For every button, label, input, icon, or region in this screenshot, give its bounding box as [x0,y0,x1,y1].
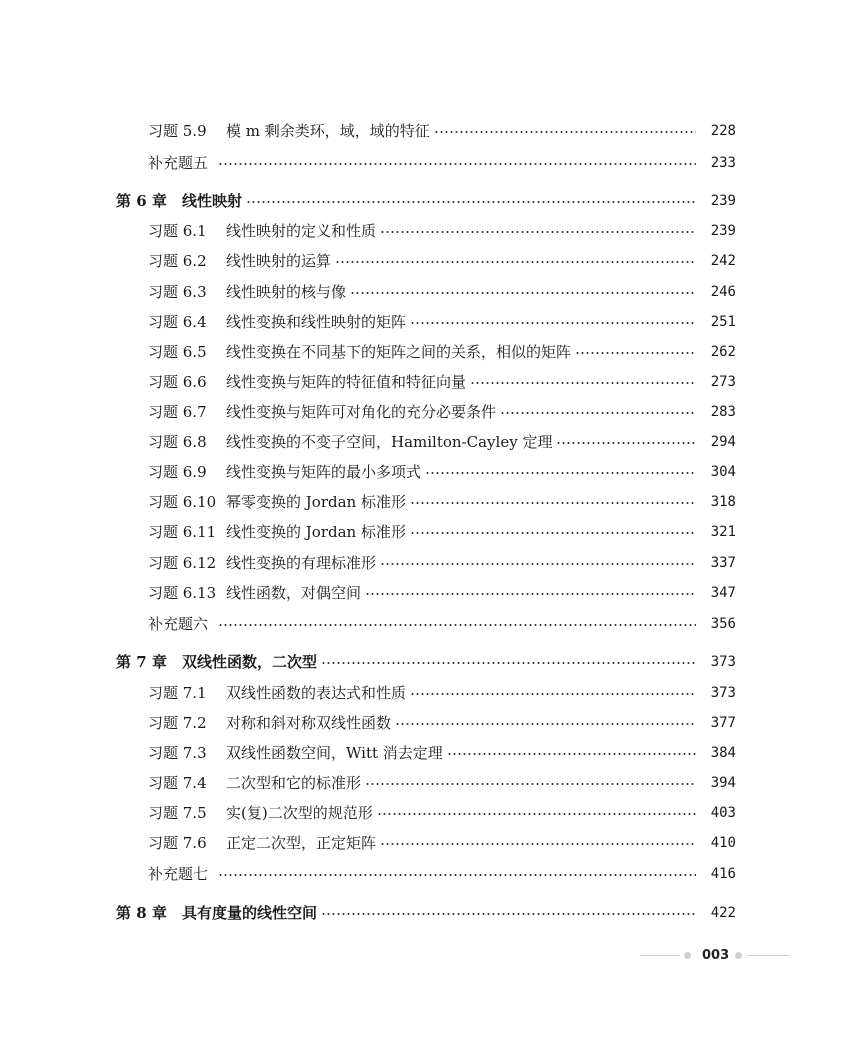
supplement-entry[interactable] [0,862,850,886]
footer-dot-left [684,952,691,959]
entry-page-number: 403 [710,805,736,821]
entry-number: 习题 5.9 [148,122,207,140]
toc-entry[interactable] [0,400,850,424]
entry-title: 正定二次型，正定矩阵 [226,834,377,852]
toc-entry[interactable] [0,280,850,304]
toc-entry[interactable] [0,801,850,825]
entry-title: 双线性函数空间，Witt 消去定理 [226,744,443,762]
supplement-entry[interactable] [0,151,850,175]
entry-number: 习题 6.2 [148,252,207,270]
entry-number: 补充题六 [148,615,209,633]
dot-leader [395,723,696,725]
entry-page-number: 318 [710,494,736,510]
entry-title: 线性变换的 Jordan 标准形 [226,523,406,541]
entry-number: 习题 6.3 [148,283,207,301]
dot-leader [380,231,696,233]
footer-rule-left [640,955,680,956]
dot-leader [380,563,696,565]
entry-number: 习题 7.4 [148,774,207,792]
toc-entry[interactable] [0,771,850,795]
dot-leader [447,753,696,755]
entry-number: 习题 6.11 [148,523,217,541]
entry-title: 二次型和它的标准形 [226,774,362,792]
entry-page-number: 239 [710,223,736,239]
dot-leader [365,783,696,785]
entry-number: 习题 6.8 [148,433,207,451]
dot-leader [410,532,696,534]
entry-page-number: 416 [710,866,736,882]
entry-page-number: 337 [710,555,736,571]
dot-leader [321,662,696,664]
dot-leader [246,201,696,203]
dot-leader [575,352,696,354]
dot-leader [425,472,696,474]
entry-title: 线性变换与矩阵的最小多项式 [226,463,422,481]
toc-entry[interactable] [0,520,850,544]
entry-number: 习题 6.7 [148,403,207,421]
entry-title: 线性变换与矩阵的特征值和特征向量 [226,373,467,391]
entry-title: 模 m 剩余类环，域，域的特征 [226,122,430,140]
entry-number: 习题 6.10 [148,493,217,511]
toc-entry[interactable] [0,249,850,273]
dot-leader [321,913,696,915]
entry-page-number: 273 [710,374,736,390]
entry-page-number: 422 [710,905,736,921]
entry-page-number: 377 [710,715,736,731]
dot-leader [218,874,696,876]
entry-page-number: 294 [710,434,736,450]
entry-number: 习题 7.6 [148,834,207,852]
entry-page-number: 283 [710,404,736,420]
entry-number: 第 6 章 [116,192,167,210]
entry-title: 线性变换在不同基下的矩阵之间的关系，相似的矩阵 [226,343,572,361]
entry-number: 习题 6.9 [148,463,207,481]
toc-entry[interactable] [0,119,850,143]
entry-title: 线性映射 [182,192,243,210]
footer-rule-right [747,955,790,956]
entry-title: 幂零变换的 Jordan 标准形 [226,493,406,511]
entry-page-number: 262 [710,344,736,360]
entry-title: 线性函数，对偶空间 [226,584,362,602]
entry-page-number: 373 [710,654,736,670]
entry-title: 线性映射的定义和性质 [226,222,377,240]
entry-number: 习题 7.5 [148,804,207,822]
toc-entry[interactable] [0,340,850,364]
entry-page-number: 233 [710,155,736,171]
dot-leader [434,131,696,133]
toc-entry[interactable] [0,681,850,705]
toc-entry[interactable] [0,581,850,605]
toc-entry[interactable] [0,460,850,484]
entry-title: 线性变换和线性映射的矩阵 [226,313,407,331]
entry-page-number: 356 [710,616,736,632]
supplement-entry[interactable] [0,612,850,636]
entry-page-number: 228 [710,123,736,139]
dot-leader [410,693,696,695]
entry-title: 具有度量的线性空间 [182,904,318,922]
page-footer [640,946,790,966]
entry-page-number: 242 [710,253,736,269]
dot-leader [410,322,696,324]
entry-page-number: 394 [710,775,736,791]
dot-leader [556,442,696,444]
entry-title: 线性变换的不变子空间，Hamilton-Cayley 定理 [226,433,553,451]
dot-leader [218,624,696,626]
toc-entry[interactable] [0,831,850,855]
entry-page-number: 373 [710,685,736,701]
entry-title: 双线性函数，二次型 [182,653,318,671]
entry-number: 习题 6.13 [148,584,217,602]
entry-title: 对称和斜对称双线性函数 [226,714,392,732]
dot-leader [500,412,696,414]
entry-title: 线性映射的运算 [226,252,332,270]
toc-entry[interactable] [0,551,850,575]
entry-title: 线性变换与矩阵可对角化的充分必要条件 [226,403,497,421]
entry-title: 线性映射的核与像 [226,283,347,301]
toc-entry[interactable] [0,219,850,243]
chapter-entry[interactable] [0,650,850,674]
entry-number: 习题 6.1 [148,222,207,240]
dot-leader [470,382,696,384]
dot-leader [365,593,696,595]
footer-dot-right [735,952,742,959]
entry-number: 习题 7.2 [148,714,207,732]
toc-entry[interactable] [0,310,850,334]
toc-entry[interactable] [0,741,850,765]
toc-entry[interactable] [0,490,850,514]
entry-title: 双线性函数的表达式和性质 [226,684,407,702]
chapter-entry[interactable] [0,901,850,925]
dot-leader [410,502,696,504]
entry-title: 实(复)二次型的规范形 [226,804,373,822]
entry-number: 习题 6.6 [148,373,207,391]
entry-number: 习题 7.1 [148,684,207,702]
entry-number: 习题 6.12 [148,554,217,572]
entry-number: 习题 7.3 [148,744,207,762]
entry-number: 习题 6.4 [148,313,207,331]
dot-leader [218,163,696,165]
toc-entry[interactable] [0,711,850,735]
entry-page-number: 304 [710,464,736,480]
dot-leader [377,813,696,815]
entry-number: 补充题五 [148,154,209,172]
chapter-entry[interactable] [0,189,850,213]
entry-page-number: 251 [710,314,736,330]
entry-page-number: 321 [710,524,736,540]
entry-page-number: 347 [710,585,736,601]
entry-page-number: 239 [710,193,736,209]
entry-title: 线性变换的有理标准形 [226,554,377,572]
page-number: 003 [702,948,730,963]
toc-entry[interactable] [0,430,850,454]
entry-number: 补充题七 [148,865,209,883]
entry-number: 第 7 章 [116,653,167,671]
dot-leader [335,261,696,263]
entry-page-number: 384 [710,745,736,761]
dot-leader [350,292,696,294]
entry-number: 第 8 章 [116,904,167,922]
toc-entry[interactable] [0,370,850,394]
entry-page-number: 410 [710,835,736,851]
dot-leader [380,843,696,845]
entry-page-number: 246 [710,284,736,300]
entry-number: 习题 6.5 [148,343,207,361]
